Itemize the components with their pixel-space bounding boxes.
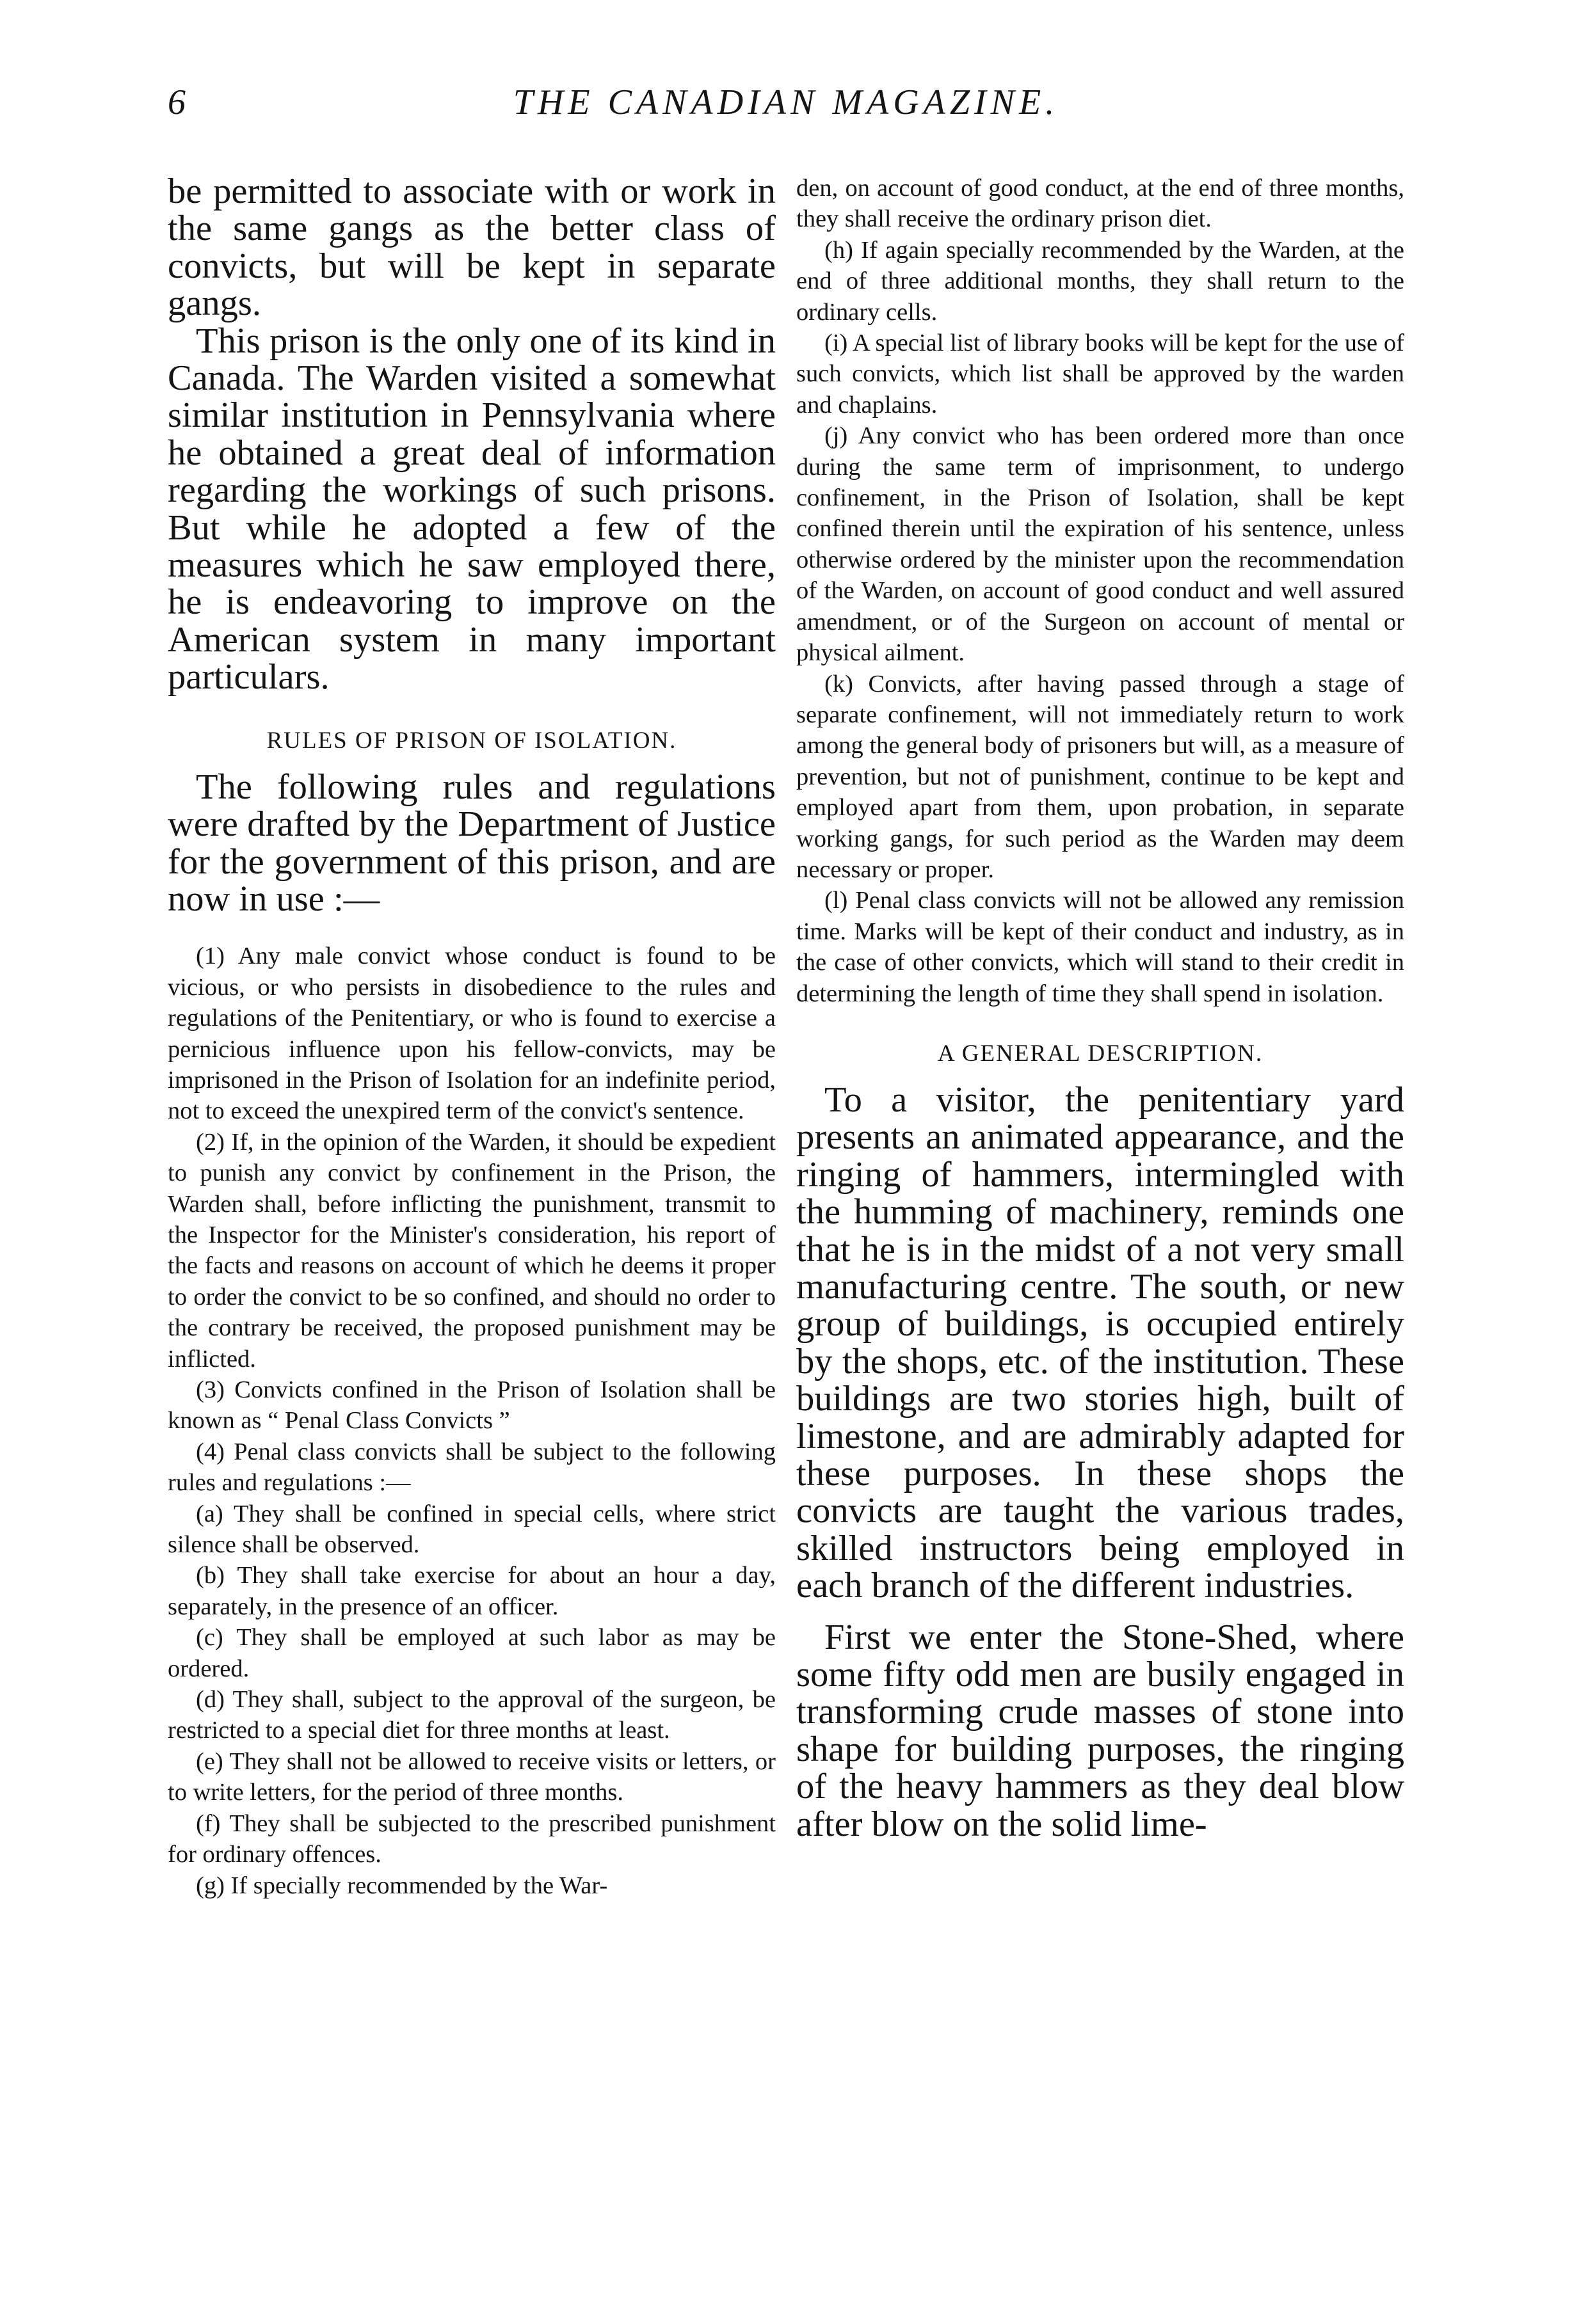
rule-1: (1) Any male convict whose conduct is found to be vicious, or who persists in disobedience to the rules and regulations of the Penitentiary, or who is found to exercise a pernicious influence upon his fellow-convicts, may be imprisoned in the Prison of Isolation for an indefinite period, not to exceed the unexpired term of the convict's sentence. [168, 943, 776, 1125]
rule-3: (3) Convicts confined in the Prison of Isolation shall be known as “ Penal Class Convicts ” [168, 1376, 776, 1435]
rule-e: (e) They shall not be allowed to receive visits or letters, or to write letters, for the period of three months. [168, 1747, 776, 1806]
paragraph-only-prison: This prison is the only one of its kind in Canada. The Warden visited a somewhat similar institution in Pennsylvania where he obtained a great deal of information regarding the workings of such prisons. But while he adopted a few of the measures which he saw employed there, he is endeavoring to improve on the American system in many important particulars. [168, 321, 776, 697]
rule-g-continued: den, on account of good conduct, at the end of three months, they shall receive the ordinary prison diet. [796, 175, 1404, 233]
heading-rules-of-prison: RULES OF PRISON OF ISOLATION. [266, 727, 677, 754]
rule-g: (g) If specially recommended by the War- [196, 1872, 608, 1899]
rule-f: (f) They shall be subjected to the prescribed punishment for ordinary offences. [168, 1810, 776, 1868]
running-title: THE CANADIAN MAGAZINE. [513, 83, 1059, 122]
rule-4: (4) Penal class convicts shall be subject to the following rules and regulations :— [168, 1438, 776, 1497]
page-header [168, 82, 1404, 139]
rule-h: (h) If again specially recommended by the Warden, at the end of three additional months, they shall return to the ordinary cells. [796, 236, 1404, 326]
rule-k: (k) Convicts, after having passed through a stage of separate confinement, will not immediately return to work among the general body of prisoners but will, as a measure of prevention, but not of punishment, continue to be kept and employed apart from them, upon probation, in separate working gangs, for such period as the Warden may deem necessary or proper. [796, 670, 1404, 883]
rule-j: (j) Any convict who has been ordered more than once during the same term of imprisonment, to undergo confinement, in the Prison of Isolation, shall be kept confined therein until the expiration of his sentence, unless otherwise ordered by the minister upon the recommendation of the Warden, on account of good conduct and well assured amendment, or of the Surgeon on account of mental or physical ailment. [796, 422, 1404, 667]
heading-general-description: A GENERAL DESCRIPTION. [937, 1040, 1263, 1067]
paragraph-stone-shed: First we enter the Stone-Shed, where some fifty odd men are busily engaged in transforming crude masses of stone into shape for building purposes, the ringing of the heavy hammers as they deal blow after blow on the solid lime- [796, 1617, 1404, 1844]
rule-2: (2) If, in the opinion of the Warden, it should be expedient to punish any convict by confinement in the Prison, the Warden shall, before inflicting the punishment, transmit to the Inspector for the Minister's consideration, his report of the facts and reasons on account of which he deems it proper to order the convict to be so confined, and should no order to the contrary be received, the proposed punishment may be inflicted. [168, 1128, 776, 1373]
left-column [168, 173, 776, 1901]
rule-b: (b) They shall take exercise for about an hour a day, separately, in the presence of an officer. [168, 1562, 776, 1620]
right-column [796, 173, 1404, 1843]
paragraph-visitor: To a visitor, the penitentiary yard presents an animated appearance, and the ringing of hammers, intermingled with the humming of machinery, reminds one that he is in the midst of a not very small manufacturing centre. The south, or new group of buildings, is occupied entirely by the shops, etc. of the institution. These buildings are two stories high, built of limestone, and are admirably adapted for these purposes. In these shops the convicts are taught the various trades, skilled instructors being employed in each branch of the different industries. [796, 1079, 1404, 1606]
rule-l: (l) Penal class convicts will not be allowed any remission time. Marks will be kept of their conduct and industry, as in the case of other convicts, which will stand to their credit in determining the length of time they shall spend in isolation. [796, 887, 1404, 1007]
page-number: 6 [168, 83, 186, 122]
rule-i: (i) A special list of library books will be kept for the use of such convicts, which list shall be approved by the warden and chaplains. [796, 330, 1404, 418]
rule-a: (a) They shall be confined in special cells, where strict silence shall be observed. [168, 1500, 776, 1559]
paragraph-intro: be permitted to associate with or work in the same gangs as the better class of convicts, but will be kept in separate gangs. [168, 171, 776, 324]
paragraph-following-rules: The following rules and regulations were drafted by the Department of Justice for the government of this prison, and are now in use :— [168, 767, 776, 919]
rule-d: (d) They shall, subject to the approval of the surgeon, be restricted to a special diet for three months at least. [168, 1686, 776, 1744]
rule-c: (c) They shall be employed at such labor as may be ordered. [168, 1624, 776, 1682]
